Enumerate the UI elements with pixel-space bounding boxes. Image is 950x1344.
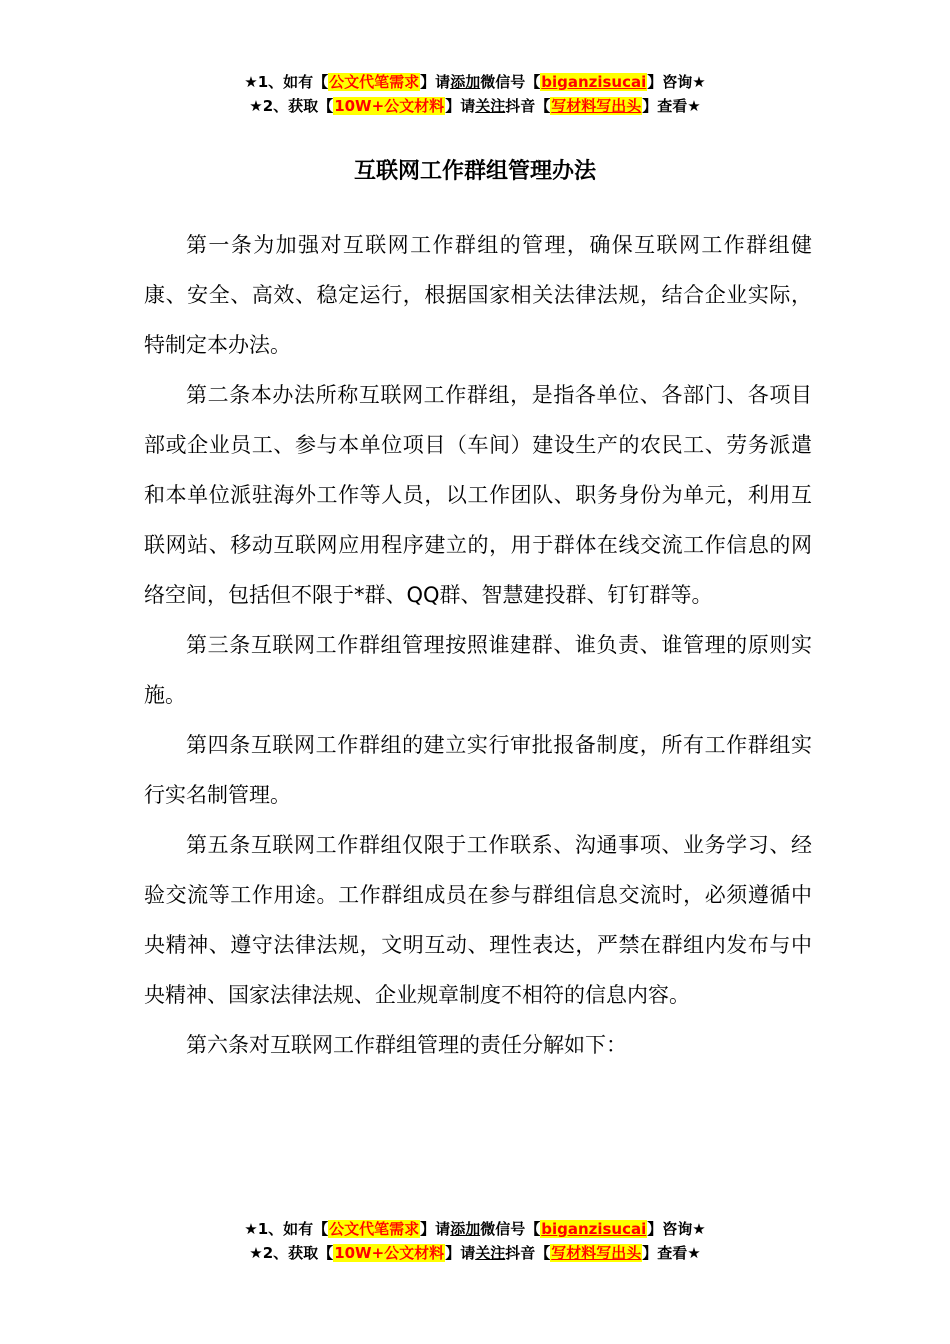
- document-title: 互联网工作群组管理办法: [353, 159, 596, 184]
- promo-douyin-id: 写材料写出头: [551, 97, 642, 115]
- promo-text: ★1、如有【: [244, 1220, 329, 1238]
- promo-text: 微信号【: [480, 1220, 541, 1238]
- promo-text: ★1、如有【: [244, 73, 329, 91]
- promo-text: 】请: [445, 1244, 476, 1262]
- promo-line-2: [0, 94, 950, 118]
- promo-line-2: [0, 1241, 950, 1265]
- header-promo-banner: [0, 70, 950, 118]
- promo-text: 抖音【: [505, 97, 551, 115]
- promo-text: 】请: [420, 1220, 451, 1238]
- document-body: [144, 220, 812, 1070]
- promo-highlight: 公文代笔需求: [329, 1220, 420, 1238]
- article-paragraph: 第四条互联网工作群组的建立实行审批报备制度，所有工作群组实行实名制管理。: [144, 733, 812, 807]
- promo-underline: 添加: [450, 1220, 481, 1238]
- promo-line-1: [0, 1217, 950, 1241]
- promo-text: 】查看★: [642, 97, 701, 115]
- article-paragraph: 第一条为加强对互联网工作群组的管理，确保互联网工作群组健康、安全、高效、稳定运行，根据国家相关法律法规，结合企业实际，特制定本办法。: [144, 233, 812, 357]
- promo-highlight: 10W+公文材料: [334, 97, 445, 115]
- promo-wechat-id: biganzisucai: [541, 73, 647, 91]
- promo-text: ★2、获取【: [249, 1244, 334, 1262]
- promo-underline: 关注: [475, 97, 506, 115]
- promo-highlight: 10W+公文材料: [334, 1244, 445, 1262]
- promo-douyin-id: 写材料写出头: [551, 1244, 642, 1262]
- promo-text: 抖音【: [505, 1244, 551, 1262]
- article-paragraph: 第三条互联网工作群组管理按照谁建群、谁负责、谁管理的原则实施。: [144, 633, 812, 707]
- article-paragraph: 第五条互联网工作群组仅限于工作联系、沟通事项、业务学习、经验交流等工作用途。工作群组成员在参与群组信息交流时，必须遵循中央精神、遵守法律法规，文明互动、理性表达，严禁在群组内发布与中央精神、国家法律法规、企业规章制度不相符的信息内容。: [144, 833, 812, 1007]
- promo-underline: 添加: [450, 73, 481, 91]
- promo-text: 】咨询★: [647, 1220, 706, 1238]
- footer-promo-banner: [0, 1217, 950, 1265]
- promo-text: 】咨询★: [647, 73, 706, 91]
- article-paragraph: 第二条本办法所称互联网工作群组，是指各单位、各部门、各项目部或企业员工、参与本单位项目（车间）建设生产的农民工、劳务派遣和本单位派驻海外工作等人员，以工作团队、职务身份为单元，利用互联网站、移动互联网应用程序建立的，用于群体在线交流工作信息的网络空间，包括但不限于*群、QQ群、智慧建投群、钉钉群等。: [144, 383, 812, 607]
- promo-text: 】请: [420, 73, 451, 91]
- promo-text: 】请: [445, 97, 476, 115]
- promo-text: 微信号【: [480, 73, 541, 91]
- promo-wechat-id: biganzisucai: [541, 1220, 647, 1238]
- article-paragraph: 第六条对互联网工作群组管理的责任分解如下：: [186, 1033, 627, 1057]
- promo-underline: 关注: [475, 1244, 506, 1262]
- promo-line-1: [0, 70, 950, 94]
- promo-text: ★2、获取【: [249, 97, 334, 115]
- promo-text: 】查看★: [642, 1244, 701, 1262]
- promo-highlight: 公文代笔需求: [329, 73, 420, 91]
